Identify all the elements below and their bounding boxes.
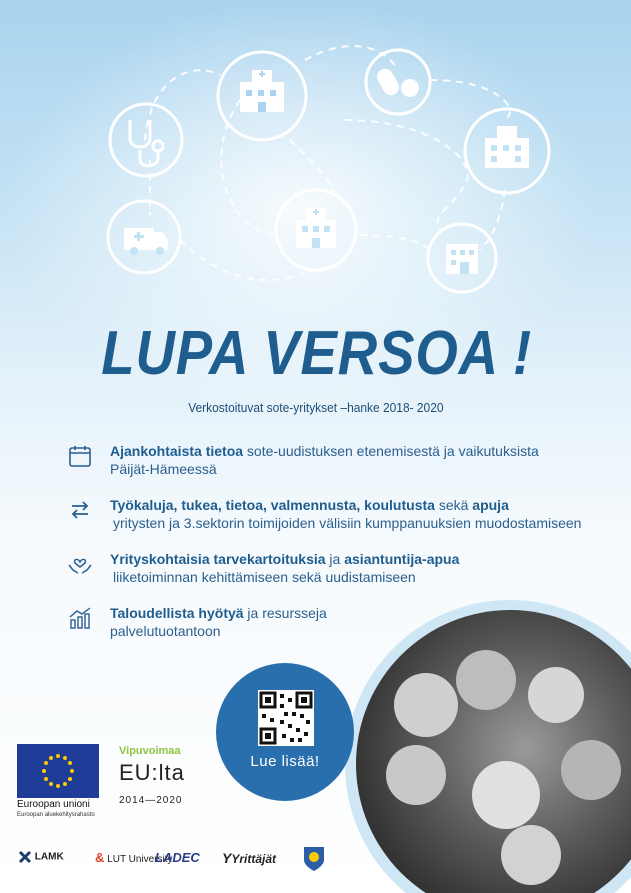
bullet-text	[110, 550, 590, 586]
lamk-logo-text: LAMK	[34, 851, 64, 863]
vipuvoimaa-eu: EU:lta	[119, 760, 185, 785]
eu-flag	[17, 744, 99, 798]
hospital-building-icon	[465, 109, 549, 193]
bullet-emphasis: Yrityskohtaisia tarvekartoituksia	[110, 551, 326, 567]
calendar-icon	[68, 444, 92, 468]
bullet-line-2: liiketoiminnan kehittämiseen sekä uudistamiseen	[113, 569, 416, 585]
bullet-text	[110, 442, 590, 478]
bullet-text	[110, 496, 590, 532]
bullet-text-part: ja	[325, 551, 345, 567]
vipuvoimaa-years: 2014—2020	[119, 795, 183, 806]
bullet-emphasis: asiantuntija-apua	[344, 551, 460, 567]
yrittajat-logo-text: Yrittäjät	[231, 852, 277, 866]
hospital-icon	[218, 52, 306, 140]
poster-subtitle: Verkostoituvat sote-yritykset –hanke 2018- 2020	[188, 400, 444, 415]
bullet-emphasis: Ajankohtaista tietoa	[110, 443, 244, 459]
ambulance-icon	[108, 201, 180, 273]
bullet-text-part: sote-uudistuksen etenemisestä ja vaikutuksista	[243, 443, 539, 459]
read-more-label[interactable]: Lue lisää!	[250, 753, 320, 770]
vipuvoimaa-title: Vipuvoimaa	[119, 745, 181, 757]
growth-chart-icon	[68, 606, 92, 630]
lamk-logo	[18, 850, 64, 872]
bullet-line-2: palvelutuotantoon	[110, 623, 221, 639]
yrittajat-y-icon: Y	[222, 850, 232, 866]
ladec-logo: LADEC	[155, 850, 200, 865]
bullet-emphasis: Taloudellista hyötyä	[110, 605, 244, 621]
lut-ampersand-icon: &	[95, 850, 105, 865]
paijat-hame-crest-icon	[303, 846, 325, 872]
bullet-line-2: Päijät-Hämeessä	[110, 461, 217, 477]
clinic-icon	[428, 224, 496, 292]
bullet-text-part: sekä	[434, 497, 473, 513]
yrittajat-logo	[222, 850, 276, 872]
eu-fund-name: Euroopan aluekehitysrahasto	[17, 812, 95, 818]
poster-title: LUPA VERSOA !	[101, 319, 533, 388]
bullet-emphasis: apuja	[472, 497, 509, 513]
healthcare-network	[0, 0, 631, 300]
eu-name: Euroopan unioni	[17, 799, 90, 810]
lamk-x-icon	[18, 850, 32, 864]
lut-logo-text: LUT University	[107, 854, 173, 865]
bullet-emphasis: Työkaluja, tukea, tietoa, valmennusta, koulutusta	[110, 497, 435, 513]
qr-code-icon	[258, 690, 314, 746]
exchange-arrows-icon	[68, 498, 92, 522]
bullet-line-2: yritysten ja 3.sektorin toimijoiden välisiin kumppanuuksien muodostamiseen	[113, 515, 582, 531]
hands-heart-icon	[68, 552, 92, 576]
hospital-icon	[276, 190, 356, 270]
eu-stars-icon	[17, 744, 99, 798]
bullet-text-part: ja resursseja	[243, 605, 327, 621]
pills-icon	[366, 50, 430, 114]
qr-code[interactable]	[258, 690, 314, 746]
